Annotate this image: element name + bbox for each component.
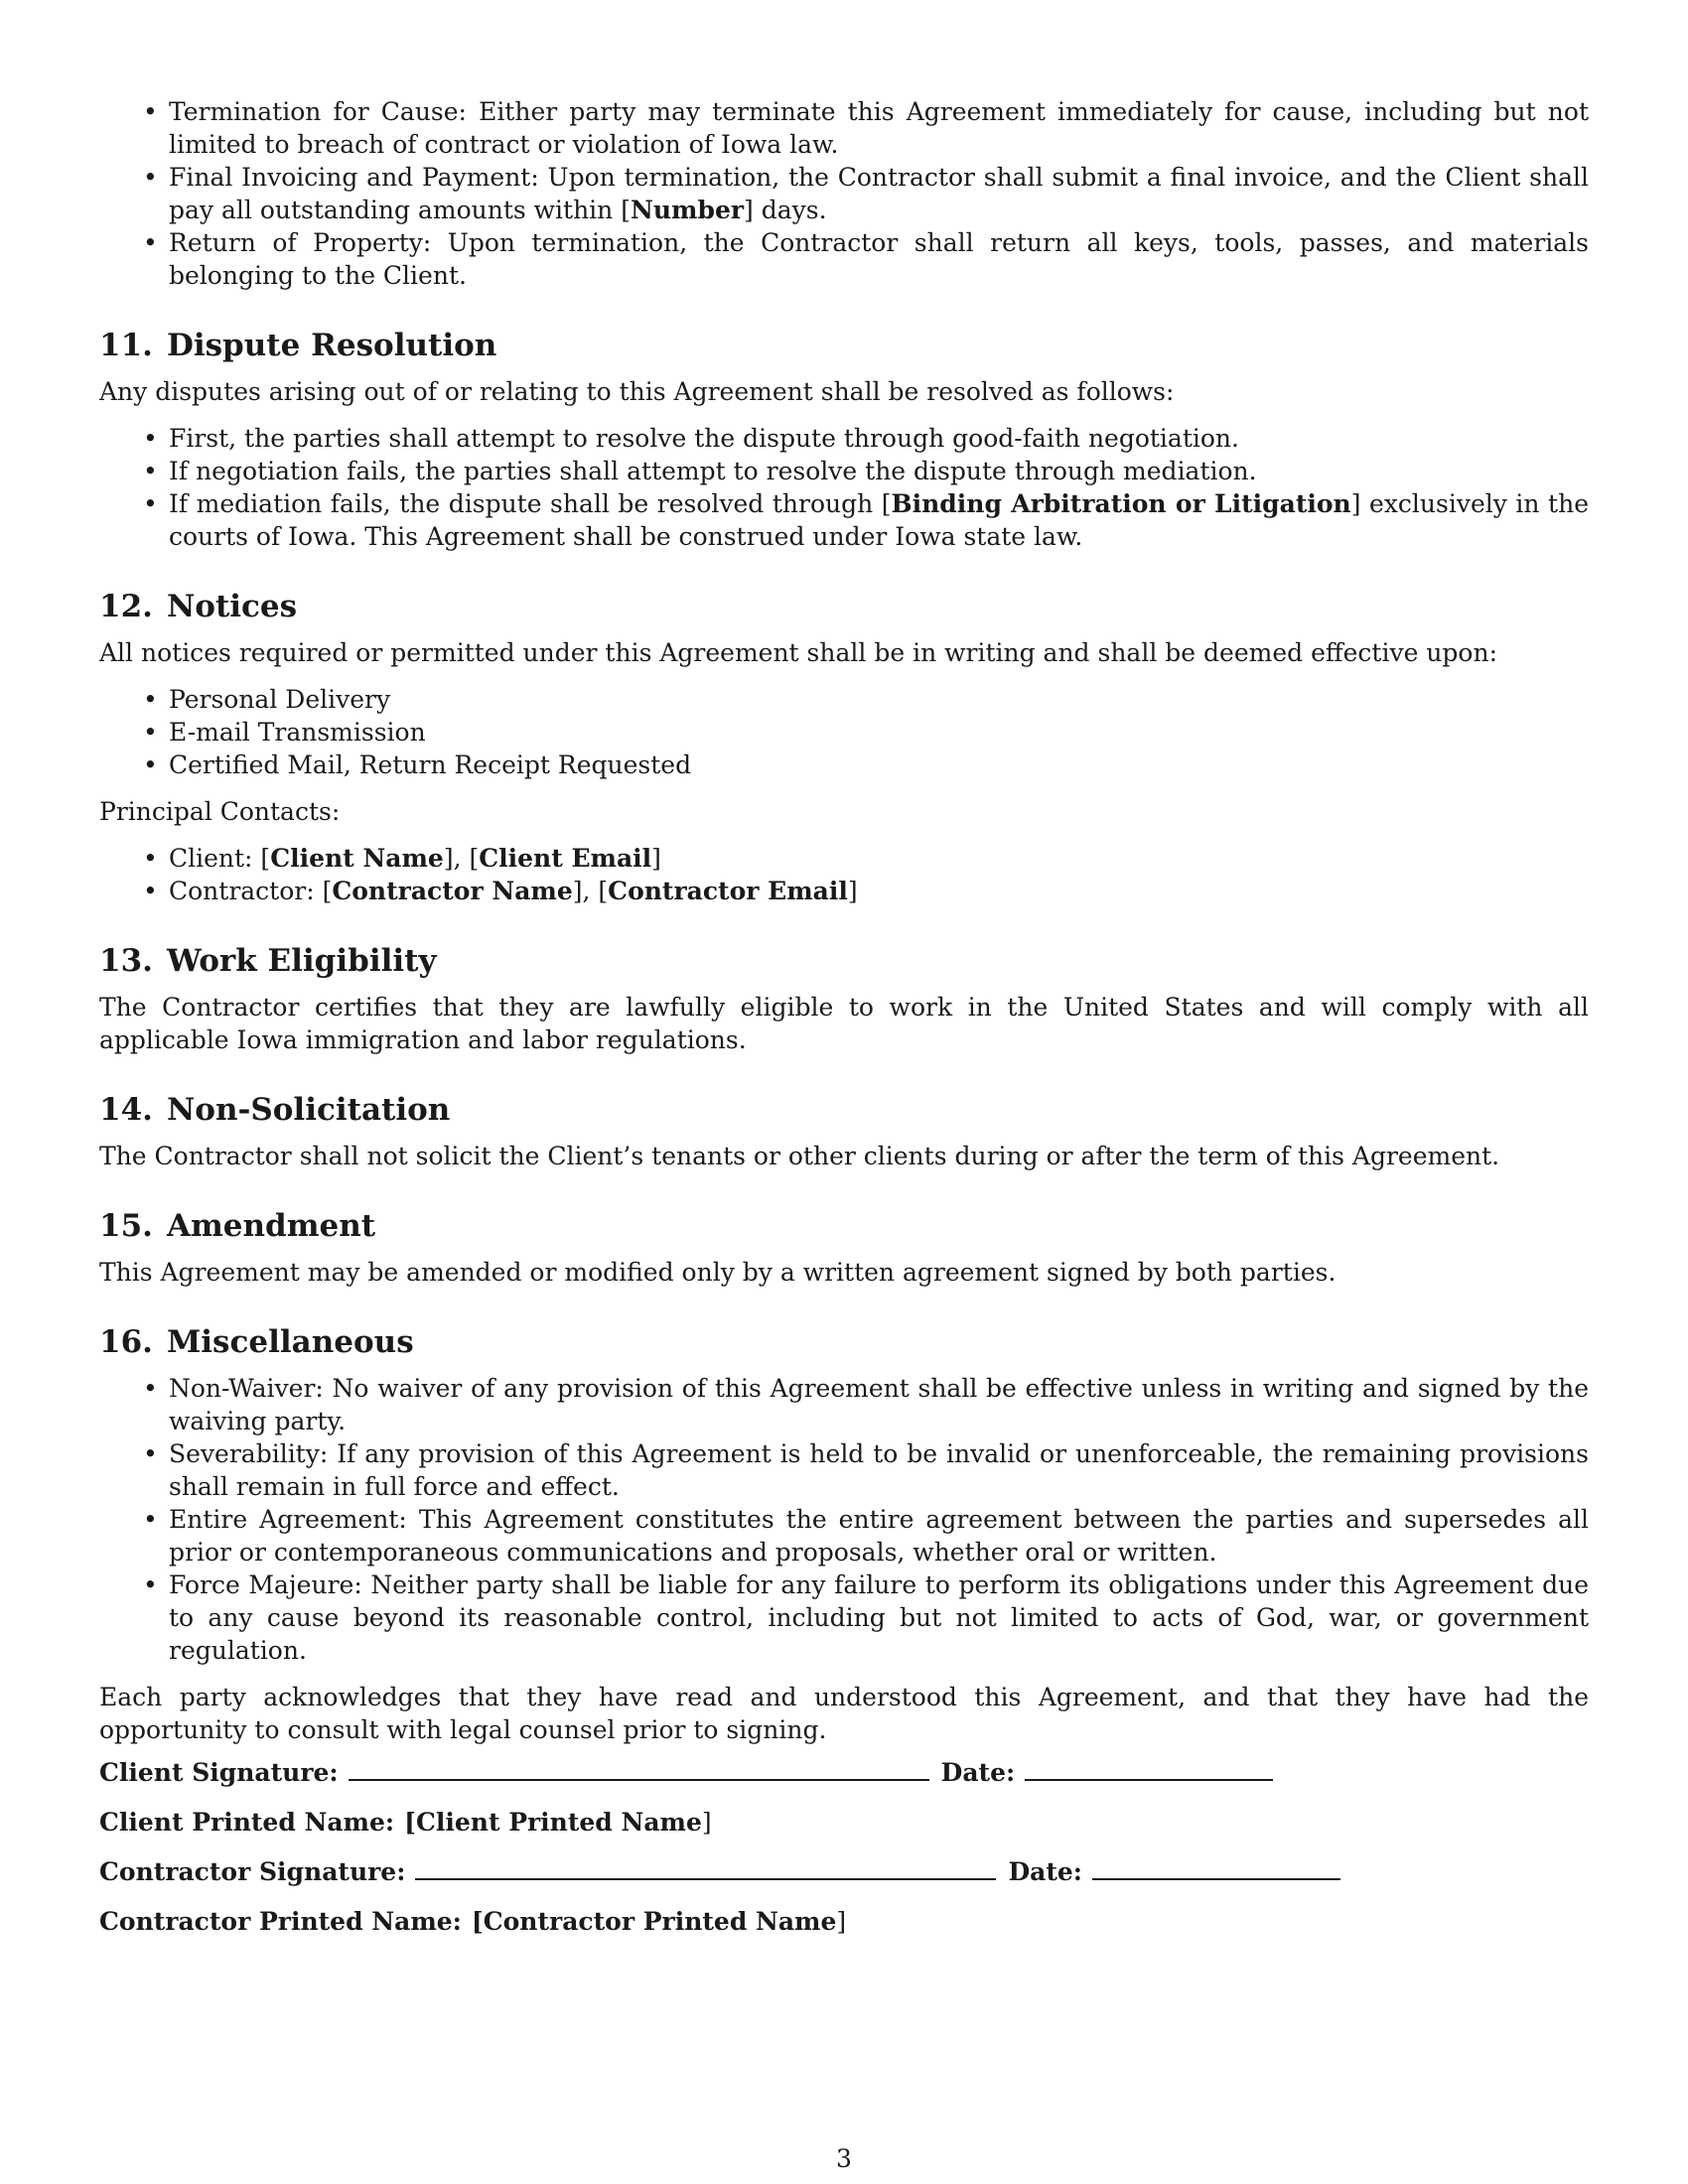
termination-list: [99, 95, 1589, 292]
contractor-signature-row: [99, 1855, 1589, 1905]
section-intro: All notices required or permitted under this Agreement shall be in writing and shall be deemed effective upon:: [99, 638, 1498, 667]
list-item: • Certified Mail, Return Receipt Requested: [99, 749, 1589, 781]
list-item: • Personal Delivery: [99, 683, 1589, 716]
section-heading-11: 11. Dispute Resolution: [99, 328, 497, 363]
client-signature-field[interactable]: [349, 1757, 929, 1781]
section-body: The Contractor certifies that they are lawfully eligible to work in the United States and will comply with all applicable Iowa immigration and labor regulations.: [99, 993, 1589, 1054]
section-heading-16: 16. Miscellaneous: [99, 1324, 414, 1360]
contractor-printed-name-value: [Contractor Printed Name: [471, 1907, 837, 1936]
client-signature-label: Client Signature:: [99, 1758, 339, 1787]
client-date-label: Date:: [940, 1758, 1016, 1787]
list-item: • Termination for Cause: Either party may terminate this Agreement immediately for cause, including but not limited to breach of contract or violation of Iowa law.: [99, 95, 1589, 161]
placeholder-arbitration: Binding Arbitration or Litigation: [891, 489, 1351, 518]
client-printed-name-row: Client Printed Name: [Client Printed Name ]: [99, 1808, 712, 1837]
contractor-printed-name-row: Contractor Printed Name: [Contractor Printed Name ]: [99, 1907, 847, 1936]
contractor-signature-label: Contractor Signature:: [99, 1857, 406, 1886]
section-heading-15: 15. Amendment: [99, 1208, 376, 1244]
contractor-printed-name-label: Contractor Printed Name:: [99, 1907, 462, 1936]
list-item: • Non-Waiver: No waiver of any provision of this Agreement shall be effective unless in writing and signed by the waiving party.: [99, 1372, 1589, 1437]
list-item: • Contractor: [Contractor Name], [Contractor Email]: [99, 875, 1589, 907]
section-heading-13: 13. Work Eligibility: [99, 943, 437, 979]
list-item: • Severability: If any provision of this Agreement is held to be invalid or unenforceable, the remaining provisions shall remain in full force and effect.: [99, 1437, 1589, 1503]
contractor-date-field[interactable]: [1092, 1856, 1340, 1880]
list-item: • Return of Property: Upon termination, the Contractor shall return all keys, tools, passes, and materials belonging to the Client.: [99, 226, 1589, 292]
contractor-date-label: Date:: [1008, 1857, 1082, 1886]
miscellaneous-list: [99, 1372, 1589, 1667]
section-heading-14: 14. Non-Solicitation: [99, 1092, 451, 1128]
notice-methods-list: [99, 683, 1589, 781]
dispute-list: [99, 422, 1589, 553]
list-item: • E-mail Transmission: [99, 716, 1589, 749]
contractor-signature-field[interactable]: [415, 1856, 996, 1880]
placeholder-number: Number: [630, 196, 745, 224]
client-printed-name-value: [Client Printed Name: [404, 1808, 702, 1837]
page-number: 3: [836, 2144, 852, 2173]
client-date-field[interactable]: [1025, 1757, 1273, 1781]
document-page: [99, 95, 1589, 1955]
list-item: • First, the parties shall attempt to resolve the dispute through good-faith negotiation.: [99, 422, 1589, 455]
list-item: • If negotiation fails, the parties shall attempt to resolve the dispute through mediation.: [99, 455, 1589, 487]
contacts-label: Principal Contacts:: [99, 797, 341, 826]
acknowledgement-paragraph: Each party acknowledges that they have read and understood this Agreement, and that they have had the opportunity to consult with legal counsel prior to signing.: [99, 1683, 1589, 1744]
list-item: • If mediation fails, the dispute shall be resolved through [Binding Arbitration or Litigation] exclusively in the courts of Iowa. This Agreement shall be construed under Iowa state law.: [99, 487, 1589, 553]
section-body: This Agreement may be amended or modified only by a written agreement signed by both parties.: [99, 1258, 1336, 1287]
client-printed-name-label: Client Printed Name:: [99, 1808, 395, 1837]
client-signature-row: [99, 1756, 1589, 1806]
section-body: The Contractor shall not solicit the Client’s tenants or other clients during or after the term of this Agreement.: [99, 1142, 1500, 1170]
list-item: • Force Majeure: Neither party shall be liable for any failure to perform its obligations under this Agreement due to any cause beyond its reasonable control, including but not limited to acts of God, war, or government regulation.: [99, 1569, 1589, 1667]
contacts-list: [99, 842, 1589, 907]
list-item: • Final Invoicing and Payment: Upon termination, the Contractor shall submit a final invoice, and the Client shall pay all outstanding amounts within [Number] days.: [99, 161, 1589, 226]
list-item: • Entire Agreement: This Agreement constitutes the entire agreement between the parties and supersedes all prior or contemporaneous communications and proposals, whether oral or written.: [99, 1503, 1589, 1569]
section-heading-12: 12. Notices: [99, 589, 298, 624]
section-intro: Any disputes arising out of or relating to this Agreement shall be resolved as follows:: [99, 377, 1175, 406]
list-item: • Client: [Client Name], [Client Email]: [99, 842, 1589, 875]
